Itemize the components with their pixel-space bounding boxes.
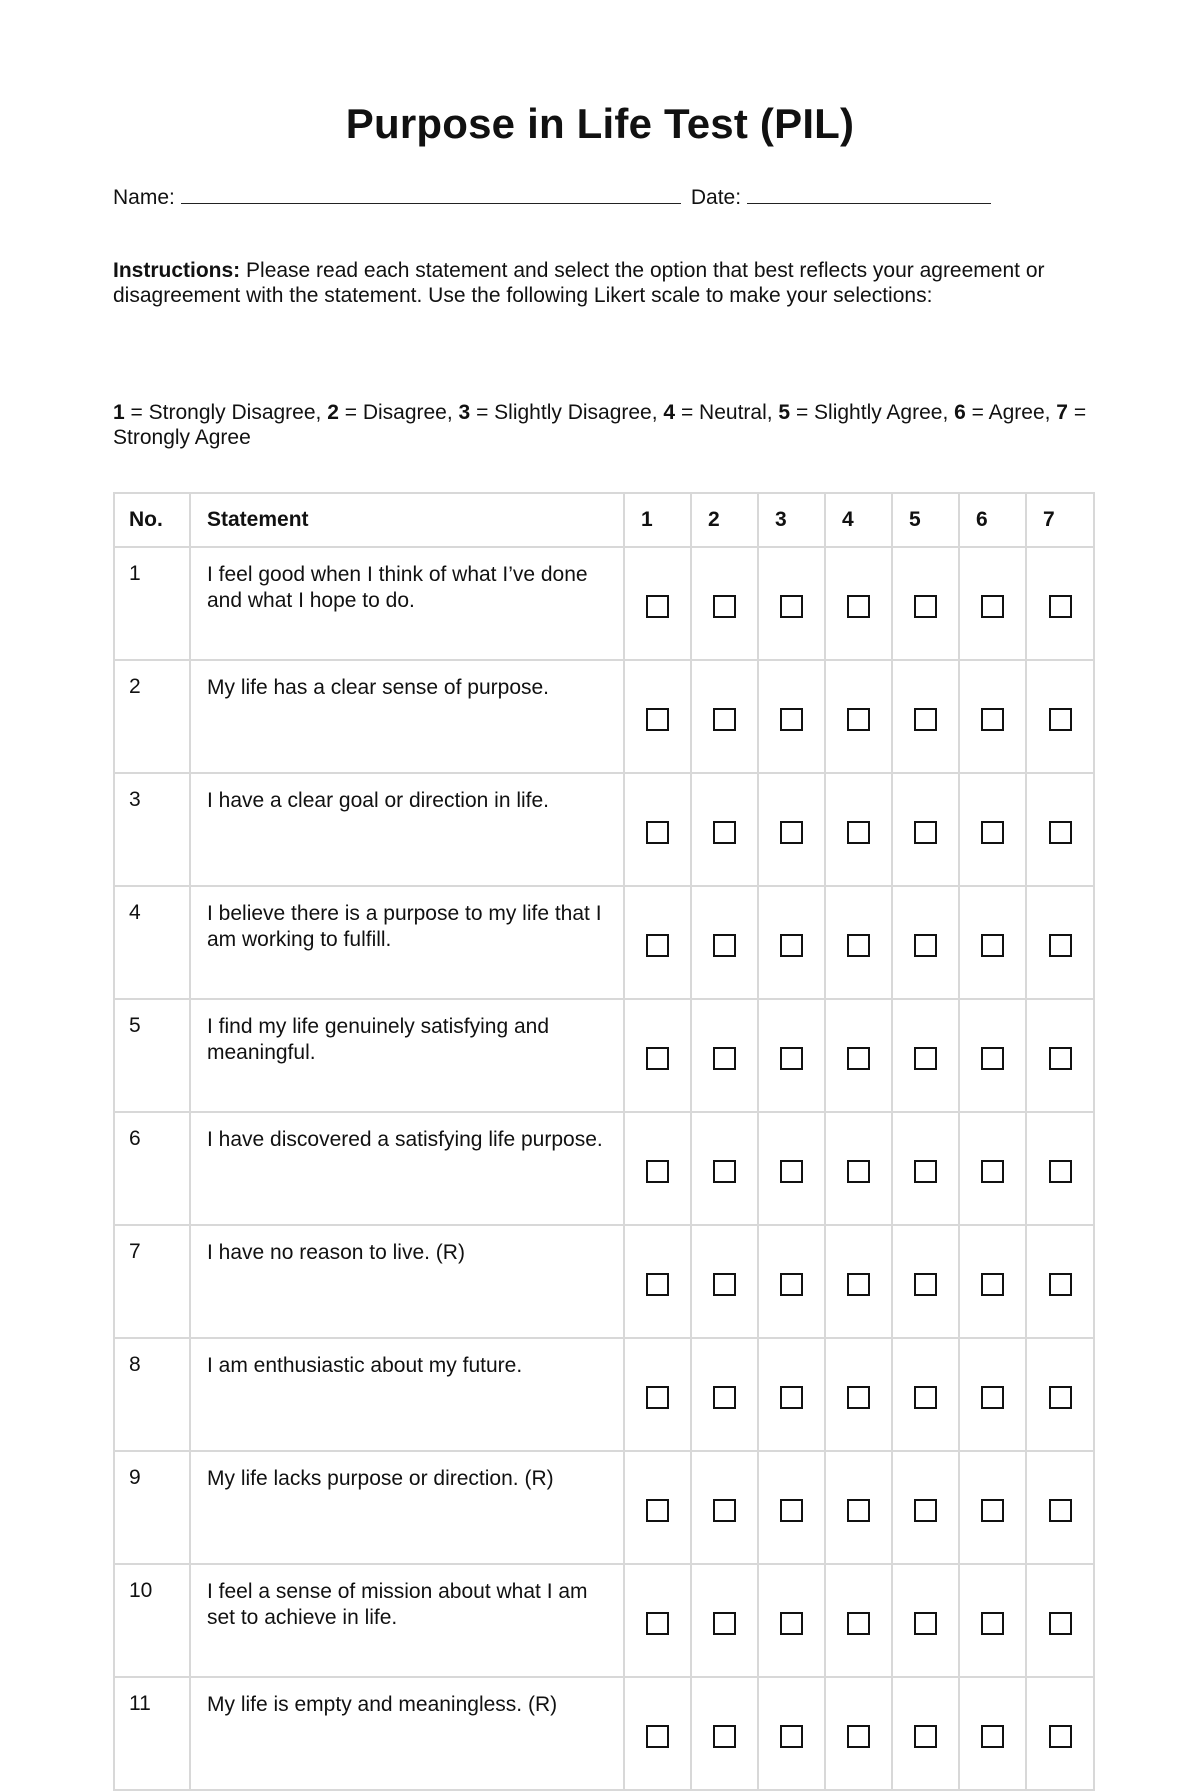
rating-checkbox-6[interactable] [981, 595, 1004, 618]
rating-cell-5 [892, 1112, 959, 1225]
rating-cell-1 [624, 547, 691, 660]
instructions-label: Instructions: [113, 259, 241, 282]
rating-checkbox-4[interactable] [847, 1612, 870, 1635]
scale-num: 5 [778, 401, 791, 424]
rating-checkbox-5[interactable] [914, 1273, 937, 1296]
rating-cell-2 [691, 547, 758, 660]
rating-cell-7 [1026, 547, 1094, 660]
header-option-6: 6 [959, 493, 1026, 547]
rating-checkbox-1[interactable] [646, 1499, 669, 1522]
table-body [114, 547, 1094, 1790]
rating-checkbox-4[interactable] [847, 1160, 870, 1183]
name-date-line [113, 186, 991, 210]
rating-cell-3 [758, 1225, 825, 1338]
row-number: 5 [114, 999, 190, 1112]
rating-cell-4 [825, 1112, 892, 1225]
rating-checkbox-5[interactable] [914, 708, 937, 731]
statement-text: I am enthusiastic about my future. [190, 1338, 624, 1451]
rating-checkbox-4[interactable] [847, 821, 870, 844]
rating-checkbox-4[interactable] [847, 708, 870, 731]
table-row [114, 1112, 1094, 1225]
rating-checkbox-5[interactable] [914, 1725, 937, 1748]
rating-cell-2 [691, 1451, 758, 1564]
rating-checkbox-6[interactable] [981, 1160, 1004, 1183]
rating-cell-4 [825, 1338, 892, 1451]
rating-checkbox-4[interactable] [847, 1499, 870, 1522]
date-field[interactable] [747, 202, 991, 204]
statement-text: I feel good when I think of what I’ve done and what I hope to do. [190, 547, 624, 660]
rating-cell-1 [624, 999, 691, 1112]
table-row [114, 1451, 1094, 1564]
rating-cell-5 [892, 660, 959, 773]
rating-checkbox-4[interactable] [847, 1047, 870, 1070]
statement-text: I believe there is a purpose to my life that I am working to fulfill. [190, 886, 624, 999]
rating-checkbox-7[interactable] [1049, 1047, 1072, 1070]
rating-checkbox-3[interactable] [780, 934, 803, 957]
rating-checkbox-1[interactable] [646, 1612, 669, 1635]
rating-checkbox-4[interactable] [847, 1273, 870, 1296]
rating-cell-5 [892, 547, 959, 660]
rating-cell-1 [624, 886, 691, 999]
header-no: No. [114, 493, 190, 547]
row-number: 3 [114, 773, 190, 886]
rating-cell-3 [758, 999, 825, 1112]
rating-checkbox-7[interactable] [1049, 1725, 1072, 1748]
row-number: 10 [114, 1564, 190, 1677]
row-number: 9 [114, 1451, 190, 1564]
rating-cell-2 [691, 1564, 758, 1677]
rating-cell-6 [959, 773, 1026, 886]
rating-cell-6 [959, 1338, 1026, 1451]
rating-cell-6 [959, 1225, 1026, 1338]
rating-checkbox-3[interactable] [780, 1386, 803, 1409]
rating-checkbox-7[interactable] [1049, 1273, 1072, 1296]
rating-checkbox-6[interactable] [981, 1499, 1004, 1522]
rating-checkbox-6[interactable] [981, 821, 1004, 844]
rating-cell-6 [959, 660, 1026, 773]
rating-cell-6 [959, 547, 1026, 660]
row-number: 2 [114, 660, 190, 773]
rating-cell-6 [959, 1112, 1026, 1225]
scale-text: = Disagree, [338, 401, 459, 424]
rating-cell-3 [758, 1451, 825, 1564]
rating-checkbox-7[interactable] [1049, 1499, 1072, 1522]
row-number: 4 [114, 886, 190, 999]
rating-checkbox-5[interactable] [914, 1499, 937, 1522]
rating-checkbox-2[interactable] [713, 1612, 736, 1635]
rating-checkbox-4[interactable] [847, 1725, 870, 1748]
rating-cell-7 [1026, 1338, 1094, 1451]
rating-checkbox-6[interactable] [981, 1725, 1004, 1748]
rating-checkbox-7[interactable] [1049, 595, 1072, 618]
rating-cell-2 [691, 1225, 758, 1338]
name-field[interactable] [181, 202, 681, 204]
rating-checkbox-6[interactable] [981, 1386, 1004, 1409]
scale-text: = Agree, [965, 401, 1057, 424]
rating-checkbox-7[interactable] [1049, 1386, 1072, 1409]
rating-checkbox-2[interactable] [713, 821, 736, 844]
rating-cell-2 [691, 999, 758, 1112]
table-row [114, 1338, 1094, 1451]
rating-checkbox-2[interactable] [713, 708, 736, 731]
instructions [113, 258, 1088, 308]
rating-cell-7 [1026, 999, 1094, 1112]
rating-cell-1 [624, 1112, 691, 1225]
rating-checkbox-1[interactable] [646, 708, 669, 731]
scale-num: 3 [458, 401, 471, 424]
scale-text: = Slightly Agree, [790, 401, 955, 424]
header-option-3: 3 [758, 493, 825, 547]
rating-checkbox-3[interactable] [780, 1725, 803, 1748]
rating-cell-4 [825, 547, 892, 660]
rating-checkbox-1[interactable] [646, 1047, 669, 1070]
rating-cell-4 [825, 773, 892, 886]
rating-checkbox-2[interactable] [713, 1160, 736, 1183]
row-number: 11 [114, 1677, 190, 1790]
rating-checkbox-2[interactable] [713, 1047, 736, 1070]
rating-cell-5 [892, 773, 959, 886]
row-number: 7 [114, 1225, 190, 1338]
statement-text: My life has a clear sense of purpose. [190, 660, 624, 773]
rating-checkbox-7[interactable] [1049, 821, 1072, 844]
rating-checkbox-3[interactable] [780, 1499, 803, 1522]
header-option-4: 4 [825, 493, 892, 547]
rating-cell-3 [758, 1564, 825, 1677]
rating-cell-5 [892, 1225, 959, 1338]
table-row [114, 773, 1094, 886]
rating-checkbox-7[interactable] [1049, 1160, 1072, 1183]
rating-checkbox-6[interactable] [981, 1273, 1004, 1296]
rating-cell-5 [892, 1564, 959, 1677]
rating-cell-5 [892, 999, 959, 1112]
rating-checkbox-2[interactable] [713, 1273, 736, 1296]
rating-cell-7 [1026, 1564, 1094, 1677]
scale-text: = Neutral, [675, 401, 779, 424]
header-option-7: 7 [1026, 493, 1094, 547]
statement-text: I have a clear goal or direction in life. [190, 773, 624, 886]
rating-cell-1 [624, 660, 691, 773]
rating-checkbox-5[interactable] [914, 595, 937, 618]
rating-cell-6 [959, 1564, 1026, 1677]
rating-checkbox-6[interactable] [981, 1047, 1004, 1070]
header-option-2: 2 [691, 493, 758, 547]
rating-cell-3 [758, 886, 825, 999]
rating-cell-3 [758, 660, 825, 773]
rating-checkbox-3[interactable] [780, 1160, 803, 1183]
rating-checkbox-2[interactable] [713, 1386, 736, 1409]
pil-table [113, 492, 1095, 1791]
rating-checkbox-7[interactable] [1049, 934, 1072, 957]
rating-cell-6 [959, 1451, 1026, 1564]
rating-cell-3 [758, 1338, 825, 1451]
rating-checkbox-2[interactable] [713, 1499, 736, 1522]
rating-checkbox-4[interactable] [847, 595, 870, 618]
scale-num: 2 [327, 401, 339, 424]
rating-checkbox-4[interactable] [847, 1386, 870, 1409]
header-option-1: 1 [624, 493, 691, 547]
rating-cell-3 [758, 547, 825, 660]
rating-cell-4 [825, 1451, 892, 1564]
rating-checkbox-1[interactable] [646, 1386, 669, 1409]
statement-text: I feel a sense of mission about what I am set to achieve in life. [190, 1564, 624, 1677]
rating-checkbox-3[interactable] [780, 821, 803, 844]
rating-cell-4 [825, 1564, 892, 1677]
rating-checkbox-1[interactable] [646, 1160, 669, 1183]
rating-cell-6 [959, 999, 1026, 1112]
rating-cell-6 [959, 886, 1026, 999]
page-title: Purpose in Life Test (PIL) [345, 100, 855, 147]
statement-text: My life lacks purpose or direction. (R) [190, 1451, 624, 1564]
rating-checkbox-1[interactable] [646, 1273, 669, 1296]
rating-cell-7 [1026, 1225, 1094, 1338]
rating-checkbox-1[interactable] [646, 1725, 669, 1748]
scale-num: 6 [954, 401, 966, 424]
rating-checkbox-2[interactable] [713, 595, 736, 618]
statement-text: My life is empty and meaningless. (R) [190, 1677, 624, 1790]
rating-cell-7 [1026, 1112, 1094, 1225]
likert-scale-legend [113, 400, 1098, 450]
rating-checkbox-3[interactable] [780, 1612, 803, 1635]
table-row [114, 999, 1094, 1112]
rating-checkbox-6[interactable] [981, 934, 1004, 957]
scale-text: = Strongly Agree [113, 401, 1087, 449]
rating-checkbox-5[interactable] [914, 1612, 937, 1635]
rating-cell-1 [624, 773, 691, 886]
rating-checkbox-1[interactable] [646, 821, 669, 844]
rating-cell-5 [892, 1451, 959, 1564]
rating-cell-7 [1026, 660, 1094, 773]
table-row [114, 1564, 1094, 1677]
row-number: 8 [114, 1338, 190, 1451]
rating-cell-5 [892, 1338, 959, 1451]
rating-cell-7 [1026, 773, 1094, 886]
rating-checkbox-2[interactable] [713, 1725, 736, 1748]
rating-checkbox-6[interactable] [981, 708, 1004, 731]
rating-cell-3 [758, 773, 825, 886]
rating-checkbox-2[interactable] [713, 934, 736, 957]
rating-checkbox-1[interactable] [646, 934, 669, 957]
rating-cell-2 [691, 660, 758, 773]
rating-cell-4 [825, 886, 892, 999]
rating-cell-4 [825, 660, 892, 773]
rating-cell-2 [691, 1338, 758, 1451]
table-row [114, 886, 1094, 999]
scale-text: = Strongly Disagree, [124, 401, 328, 424]
scale-num: 1 [113, 401, 125, 424]
rating-cell-5 [892, 886, 959, 999]
rating-checkbox-5[interactable] [914, 934, 937, 957]
rating-checkbox-3[interactable] [780, 1047, 803, 1070]
instructions-text: Please read each statement and select the option that best reflects your agreement or disagreement with the statement. Use the following Likert scale to make your selections: [113, 259, 1045, 307]
scale-text: = Slightly Disagree, [470, 401, 664, 424]
table-row [114, 660, 1094, 773]
scale-num: 7 [1056, 401, 1068, 424]
rating-checkbox-4[interactable] [847, 934, 870, 957]
table-row [114, 1225, 1094, 1338]
rating-checkbox-5[interactable] [914, 1386, 937, 1409]
header-option-5: 5 [892, 493, 959, 547]
name-label: Name: [113, 186, 175, 209]
rating-checkbox-7[interactable] [1049, 708, 1072, 731]
rating-cell-7 [1026, 1451, 1094, 1564]
rating-cell-4 [825, 1225, 892, 1338]
rating-cell-1 [624, 1338, 691, 1451]
rating-cell-1 [624, 1451, 691, 1564]
rating-cell-2 [691, 886, 758, 999]
scale-num: 4 [663, 401, 676, 424]
rating-cell-4 [825, 999, 892, 1112]
table-header-row [114, 493, 1094, 547]
statement-text: I have no reason to live. (R) [190, 1225, 624, 1338]
rating-cell-1 [624, 1564, 691, 1677]
rating-checkbox-7[interactable] [1049, 1612, 1072, 1635]
rating-checkbox-3[interactable] [780, 1273, 803, 1296]
rating-checkbox-5[interactable] [914, 1047, 937, 1070]
rating-cell-3 [758, 1112, 825, 1225]
statement-text: I have discovered a satisfying life purpose. [190, 1112, 624, 1225]
rating-cell-7 [1026, 886, 1094, 999]
rating-checkbox-5[interactable] [914, 821, 937, 844]
row-number: 6 [114, 1112, 190, 1225]
header-statement: Statement [190, 493, 624, 547]
rating-cell-2 [691, 773, 758, 886]
rating-checkbox-1[interactable] [646, 595, 669, 618]
rating-checkbox-3[interactable] [780, 708, 803, 731]
rating-checkbox-3[interactable] [780, 595, 803, 618]
rating-checkbox-5[interactable] [914, 1160, 937, 1183]
rating-cell-2 [691, 1112, 758, 1225]
date-label: Date: [690, 186, 742, 209]
statement-text: I find my life genuinely satisfying and meaningful. [190, 999, 624, 1112]
rating-checkbox-6[interactable] [981, 1612, 1004, 1635]
rating-cell-1 [624, 1225, 691, 1338]
table-row [114, 547, 1094, 660]
row-number: 1 [114, 547, 190, 660]
